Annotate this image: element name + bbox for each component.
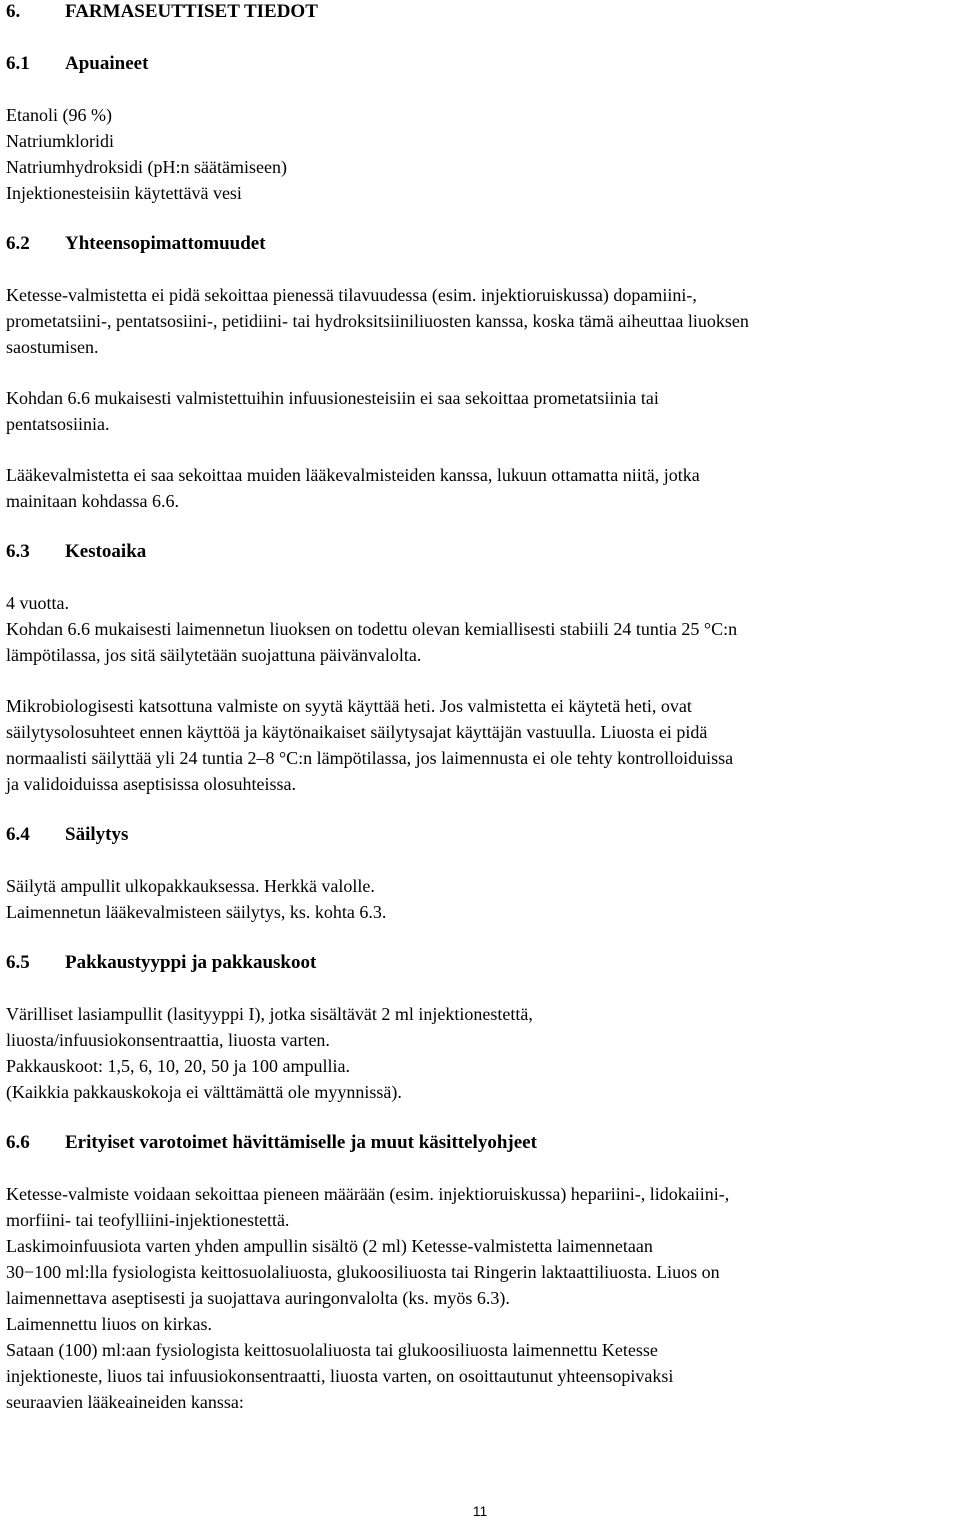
section-number: 6.4 xyxy=(6,824,30,845)
section-number: 6.3 xyxy=(6,541,30,562)
section-number: 6.6 xyxy=(6,1132,30,1153)
text-line: injektioneste, liuos tai infuusiokonsentraatti, liuosta varten, on osoittautunut yhteensopivaksi xyxy=(6,1366,674,1386)
paragraph xyxy=(6,693,952,797)
excipient-item: Natriumkloridi xyxy=(6,131,114,151)
text-line: Ketesse-valmiste voidaan sekoittaa pieneen määrään (esim. injektioruiskussa) hepariini-, lidokaiini-, xyxy=(6,1184,730,1204)
text-line: Kohdan 6.6 mukaisesti laimennetun liuoksen on todettu olevan kemiallisesti stabiili 24 tuntia 25 °C:n xyxy=(6,619,738,639)
text-line: saostumisen. xyxy=(6,337,99,357)
text-line: Laimennettu liuos on kirkas. xyxy=(6,1314,212,1334)
text-line: Laskimoinfuusiota varten yhden ampullin sisältö (2 ml) Ketesse-valmistetta laimennetaan xyxy=(6,1236,653,1256)
text-line: ja validoiduissa aseptisissa olosuhteissa. xyxy=(6,774,296,794)
text-line: morfiini- tai teofylliini-injektionestettä. xyxy=(6,1210,290,1230)
text-line: (Kaikkia pakkauskokoja ei välttämättä ole myynnissä). xyxy=(6,1082,402,1102)
paragraph xyxy=(6,1001,952,1105)
section-title: Apuaineet xyxy=(65,53,149,74)
paragraph xyxy=(6,385,952,437)
excipients-list xyxy=(6,102,952,206)
text-line: lämpötilassa, jos sitä säilytetään suojattuna päivänvalolta. xyxy=(6,645,422,665)
text-line: Ketesse-valmistetta ei pidä sekoittaa pienessä tilavuudessa (esim. injektioruiskussa) dopamiini-, xyxy=(6,285,697,305)
section-title: Kestoaika xyxy=(65,541,147,562)
section-6-heading xyxy=(6,0,952,25)
paragraph xyxy=(6,282,952,360)
text-line: 4 vuotta. xyxy=(6,593,69,613)
section-6-6-heading xyxy=(6,1130,952,1156)
text-line: 30−100 ml:lla fysiologista keittosuolaliuosta, glukoosiliuosta tai Ringerin laktaattiliuosta. Liuos on xyxy=(6,1262,720,1282)
section-number: 6.2 xyxy=(6,233,30,254)
text-line: Pakkauskoot: 1,5, 6, 10, 20, 50 ja 100 ampullia. xyxy=(6,1056,350,1076)
text-line: Värilliset lasiampullit (lasityyppi I), jotka sisältävät 2 ml injektionestettä, xyxy=(6,1004,533,1024)
paragraph xyxy=(6,1181,952,1415)
text-line: normaalisti säilyttää yli 24 tuntia 2–8 °C:n lämpötilassa, jos laimennusta ei ole tehty kontrolloiduissa xyxy=(6,748,734,768)
section-title: Säilytys xyxy=(65,824,129,845)
section-6-2-heading xyxy=(6,231,952,257)
text-line: mainitaan kohdassa 6.6. xyxy=(6,491,179,511)
section-title: Yhteensopimattomuudet xyxy=(65,233,266,254)
section-6-4-heading xyxy=(6,822,952,848)
section-number: 6.1 xyxy=(6,53,30,74)
section-title: Erityiset varotoimet hävittämiselle ja muut käsittelyohjeet xyxy=(65,1132,537,1153)
text-line: Säilytä ampullit ulkopakkauksessa. Herkkä valolle. xyxy=(6,876,375,896)
text-line: seuraavien lääkeaineiden kanssa: xyxy=(6,1392,244,1412)
page-number: 11 xyxy=(472,1503,488,1519)
paragraph xyxy=(6,462,952,514)
section-title: Pakkaustyyppi ja pakkauskoot xyxy=(65,952,317,973)
excipient-item: Natriumhydroksidi (pH:n säätämiseen) xyxy=(6,157,287,177)
text-line: liuosta/infuusiokonsentraattia, liuosta varten. xyxy=(6,1030,330,1050)
excipient-item: Etanoli (96 %) xyxy=(6,105,112,125)
section-6-3-heading xyxy=(6,539,952,565)
section-number: 6.5 xyxy=(6,952,30,973)
text-line: pentatsosiinia. xyxy=(6,414,110,434)
text-line: Kohdan 6.6 mukaisesti valmistettuihin infuusionesteisiin ei saa sekoittaa prometatsiinia tai xyxy=(6,388,659,408)
section-6-5-heading xyxy=(6,950,952,976)
document-page xyxy=(6,0,952,1415)
section-title: FARMASEUTTISET TIEDOT xyxy=(65,1,318,22)
text-line: prometatsiini-, pentatsosiini-, petidiini- tai hydroksitsiiniliuosten kanssa, koska tämä aiheuttaa liuoksen xyxy=(6,311,749,331)
text-line: Laimennetun lääkevalmisteen säilytys, ks. kohta 6.3. xyxy=(6,902,387,922)
text-line: laimennettava aseptisesti ja suojattava auringonvalolta (ks. myös 6.3). xyxy=(6,1288,510,1308)
paragraph xyxy=(6,590,952,668)
text-line: Lääkevalmistetta ei saa sekoittaa muiden lääkevalmisteiden kanssa, lukuun ottamatta niitä, jotka xyxy=(6,465,700,485)
excipient-item: Injektionesteisiin käytettävä vesi xyxy=(6,183,242,203)
text-line: Mikrobiologisesti katsottuna valmiste on syytä käyttää heti. Jos valmistetta ei käytetä heti, ovat xyxy=(6,696,692,716)
section-6-1-heading xyxy=(6,51,952,77)
paragraph xyxy=(6,873,952,925)
text-line: säilytysolosuhteet ennen käyttöä ja käytönaikaiset säilytysajat käyttäjän vastuulla. Liuosta ei pidä xyxy=(6,722,708,742)
section-number: 6. xyxy=(6,1,21,22)
text-line: Sataan (100) ml:aan fysiologista keittosuolaliuosta tai glukoosiliuosta laimennettu Ketesse xyxy=(6,1340,658,1360)
